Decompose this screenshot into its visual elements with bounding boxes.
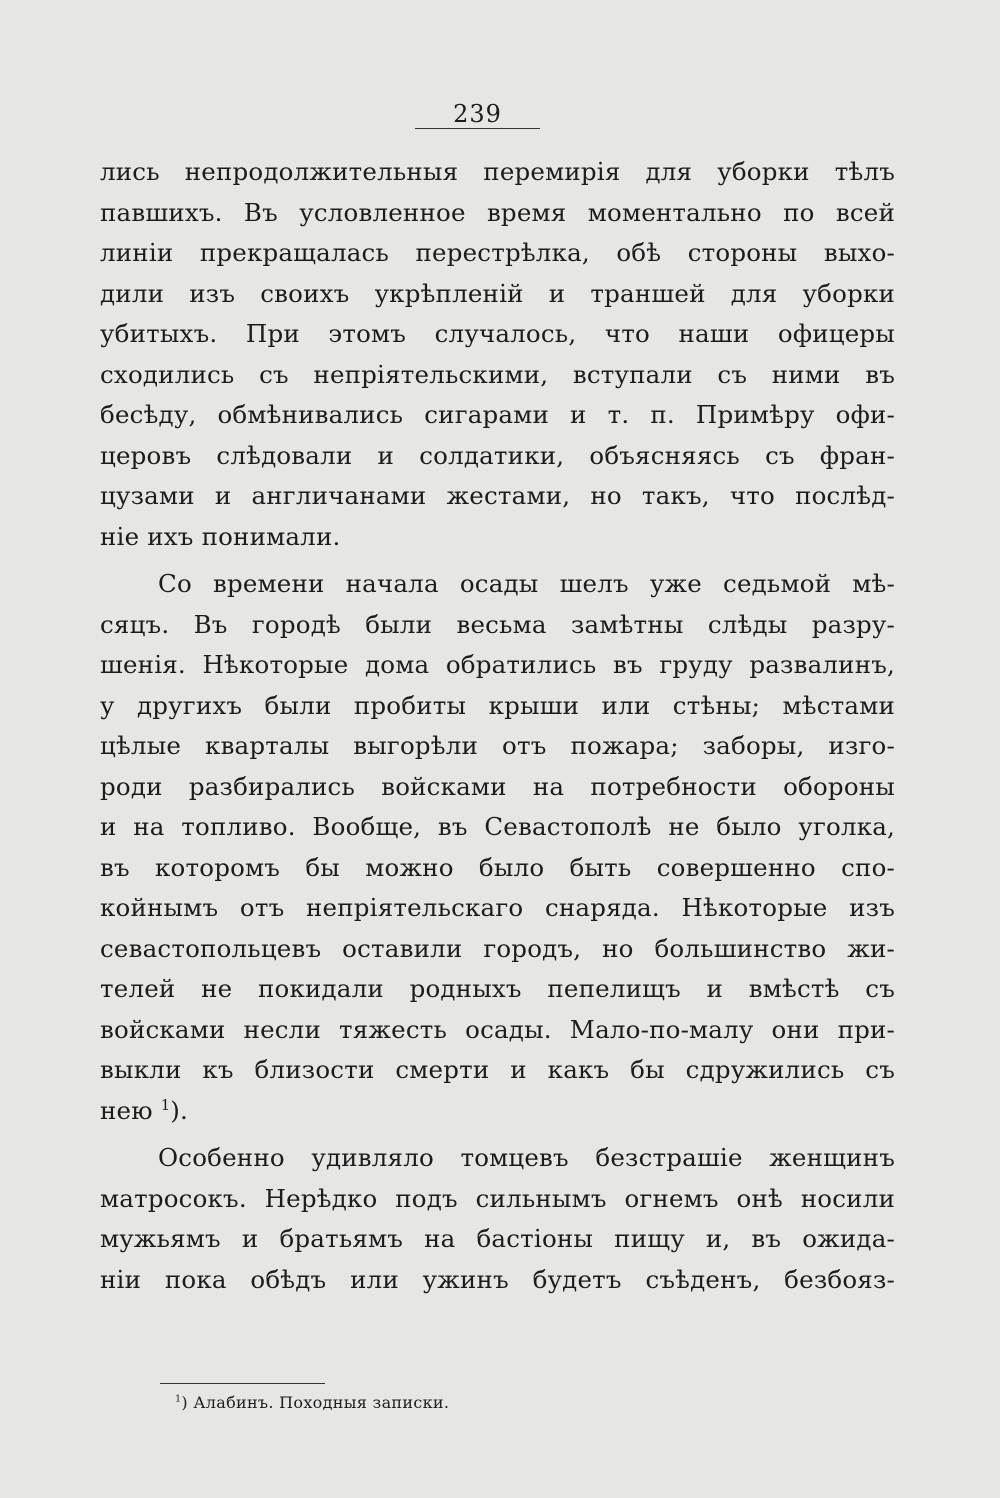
text-line: телей не покидали родныхъ пепелищъ и вмѣстѣ съ xyxy=(100,974,895,1003)
text-line: койнымъ отъ непріятельскаго снаряда. Нѣкоторые изъ xyxy=(100,893,895,922)
paragraph-1 xyxy=(100,152,895,557)
footnote-mark: 1 xyxy=(175,1393,182,1405)
text-line: севастопольцевъ оставили городъ, но большинство жи- xyxy=(100,933,895,963)
footnote xyxy=(175,1392,449,1414)
text-line: ніе ихъ понимали. xyxy=(100,521,341,551)
text-line: роди разбирались войсками на потребности обороны xyxy=(100,771,895,801)
text-line: войсками несли тяжесть осады. Мало-по-малу они при- xyxy=(100,1014,895,1044)
footnote-rule xyxy=(160,1383,325,1384)
text-line: матросокъ. Нерѣдко подъ сильнымъ огнемъ онѣ носили xyxy=(100,1183,895,1213)
paragraph-2 xyxy=(100,564,895,1131)
text-line: у другихъ были пробиты крыши или стѣны; мѣстами xyxy=(100,690,895,720)
text-line: цѣлые кварталы выгорѣли отъ пожара; заборы, изго- xyxy=(100,731,895,760)
text-line: выкли къ близости смерти и какъ бы сдружились съ xyxy=(100,1055,895,1084)
page-number: 239 xyxy=(453,100,502,128)
text-line: бесѣду, обмѣнивались сигарами и т. п. Примѣру офи- xyxy=(100,400,895,429)
text-line: павшихъ. Въ условленное время моментально по всей xyxy=(100,197,895,227)
paragraph-gap xyxy=(100,1131,895,1138)
text-line-with-footnote-ref xyxy=(100,1091,895,1132)
text-line: дили изъ своихъ укрѣпленій и траншей для уборки xyxy=(100,278,895,308)
body-text xyxy=(100,152,895,1300)
footnote-reference[interactable]: 1 xyxy=(160,1096,171,1114)
footnote-mark-close: ) xyxy=(181,1393,188,1412)
page-number-rule xyxy=(415,128,540,129)
text-fragment: нею xyxy=(100,1095,161,1125)
text-line: въ которомъ бы можно было быть совершенно спо- xyxy=(100,852,895,882)
text-line: мужьямъ и братьямъ на бастіоны пищу и, въ ожида- xyxy=(100,1224,895,1253)
text-line: Особенно удивляло томцевъ безстрашіе женщинъ xyxy=(158,1143,895,1172)
text-fragment: ). xyxy=(170,1095,189,1125)
text-line: ніи пока обѣдъ или ужинъ будетъ съѣденъ, безбояз- xyxy=(100,1264,895,1294)
text-line: шенія. Нѣкоторые дома обратились въ груду развалинъ, xyxy=(100,650,895,679)
text-line: сяцъ. Въ городѣ были весьма замѣтны слѣды разру- xyxy=(100,609,895,639)
text-line: церовъ слѣдовали и солдатики, объясняясь съ фран- xyxy=(100,440,895,470)
text-line: сходились съ непріятельскими, вступали съ ними въ xyxy=(100,359,895,389)
text-line: убитыхъ. При этомъ случалось, что наши офицеры xyxy=(100,319,895,348)
text-line: и на топливо. Вообще, въ Севастополѣ не было уголка, xyxy=(100,812,895,841)
text-line: линіи прекращалась перестрѣлка, обѣ стороны выхо- xyxy=(100,238,895,267)
text-line: цузами и англичанами жестами, но такъ, что послѣд- xyxy=(100,481,895,510)
text-line: Со времени начала осады шелъ уже седьмой мѣ- xyxy=(158,569,895,598)
text-line: лись непродолжительныя перемирія для уборки тѣлъ xyxy=(100,157,895,186)
paragraph-3 xyxy=(100,1138,895,1300)
paragraph-gap xyxy=(100,557,895,564)
footnote-text: Алабинъ. Походныя записки. xyxy=(193,1393,450,1412)
